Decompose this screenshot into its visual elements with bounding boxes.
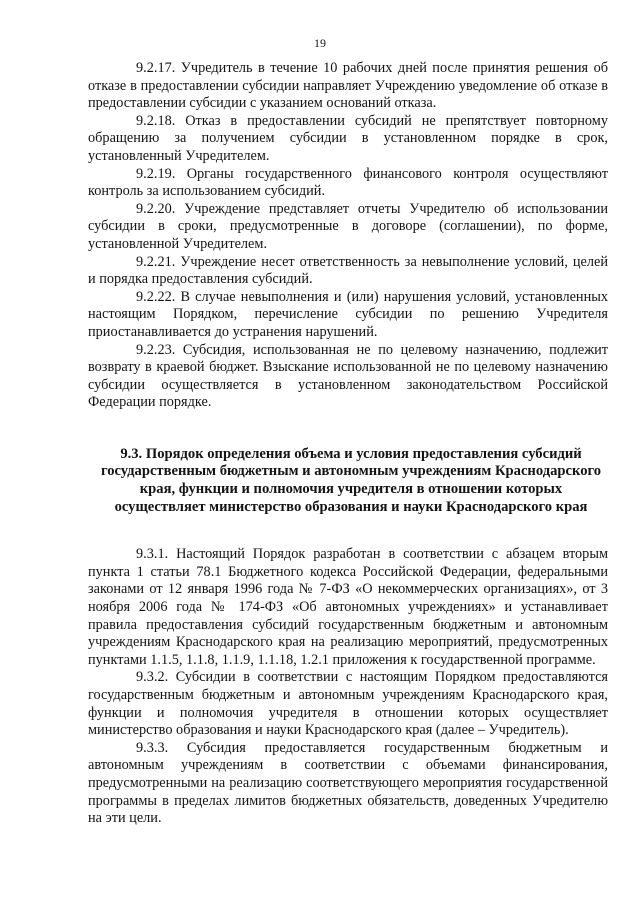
page-number: 19 xyxy=(314,36,326,50)
paragraph-9-2-17: 9.2.17. Учредитель в течение 10 рабочих дней после принятия решения об отказе в предоставлении субсидии направляет Учреждению уведомление об отказе в предоставлении субсидии с указанием оснований отказа. xyxy=(88,60,608,112)
section-title-9-3: 9.3. Порядок определения объема и условия предоставления субсидий государственным бюджетным и автономным учреждениям Краснодарского края, функции и полномочия учредителя в отношении которых осуществляет министерство образования и науки Краснодарского края xyxy=(100,445,602,515)
paragraph-9-3-2: 9.3.2. Субсидии в соответствии с настоящим Порядком предоставляются государственным бюджетным и автономным учреждениям Краснодарского края, функции и полномочия учредителя в отношении которых осуществляет министерство образования и науки Краснодарского края (далее – Учредитель). xyxy=(88,669,608,739)
paragraph-9-2-20: 9.2.20. Учреждение представляет отчеты Учредителю об использовании субсидии в сроки, предусмотренные в договоре (соглашении), по форме, установленной Учредителем. xyxy=(88,200,608,252)
paragraph-9-2-23: 9.2.23. Субсидия, использованная не по целевому назначению, подлежит возврату в краевой бюджет. Взыскание использованной не по целевому назначению субсидии осуществляется в установленном законодательством Российской Федерации порядке. xyxy=(88,341,608,411)
paragraph-9-2-19: 9.2.19. Органы государственного финансового контроля осуществляют контроль за использованием субсидий. xyxy=(88,165,608,200)
paragraph-9-2-22: 9.2.22. В случае невыполнения и (или) нарушения условий, установленных настоящим Порядком, перечисление субсидии по решению Учредителя приостанавливается до устранения нарушений. xyxy=(88,288,608,340)
paragraph-9-3-1: 9.3.1. Настоящий Порядок разработан в соответствии с абзацем вторым пункта 1 статьи 78.1 Бюджетного кодекса Российской Федерации, федеральными законами от 12 января 1996 года № 7-ФЗ «О некоммерческих организациях», от 3 ноября 2006 года № 174-ФЗ «Об автономных учреждениях» и устанавливает правила предоставления субсидий государственным бюджетным и автономным учреждениям Краснодарского края на реализацию мероприятий, предусмотренных пунктами 1.1.5, 1.1.8, 1.1.9, 1.1.18, 1.2.1 приложения к государственной программе. xyxy=(88,546,608,668)
document-body xyxy=(88,60,608,828)
paragraph-9-2-18: 9.2.18. Отказ в предоставлении субсидий не препятствует повторному обращению за получением субсидии в установленном порядке в срок, установленный Учредителем. xyxy=(88,112,608,164)
paragraph-9-2-21: 9.2.21. Учреждение несет ответственность за невыполнение условий, целей и порядка предоставления субсидий. xyxy=(88,253,608,288)
paragraph-9-3-3: 9.3.3. Субсидия предоставляется государственным бюджетным и автономным учреждениям в соответствии с объемами финансирования, предусмотренными на реализацию соответствующего мероприятия государственной программы в пределах лимитов бюджетных обязательств, доведенных Учредителю на эти цели. xyxy=(88,739,608,827)
